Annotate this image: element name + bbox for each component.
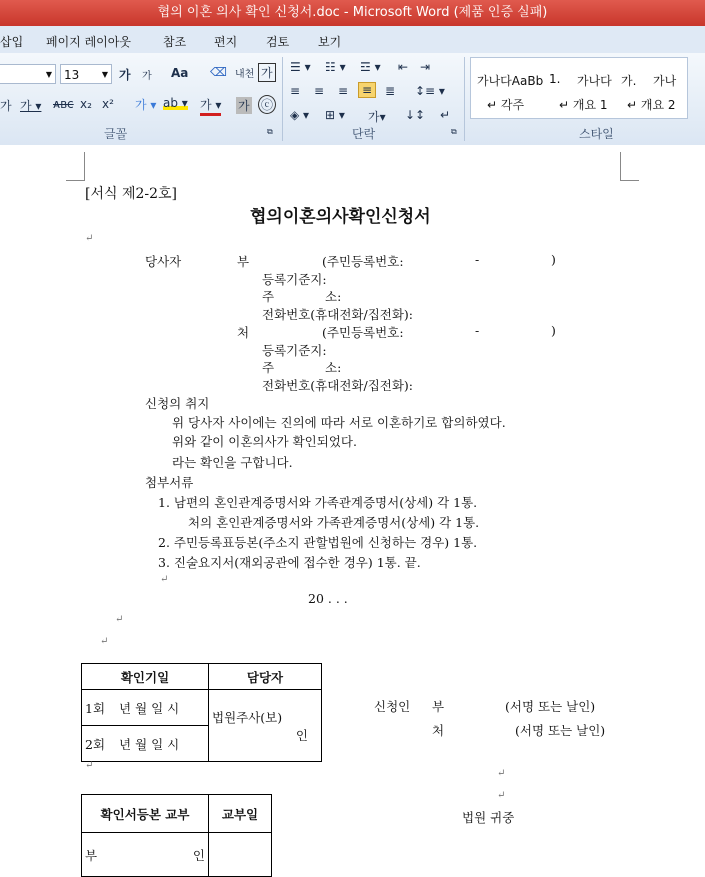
husband-rrn-dash: - (475, 252, 480, 267)
husband-reg-label: 등록기준지: (262, 272, 327, 287)
attachment-3: 3. 진술요지서(재외공관에 접수한 경우) 1통. 끝. (158, 555, 421, 570)
officer-header: 담당자 (209, 664, 322, 690)
tab-page-layout[interactable]: 페이지 레이아웃 (46, 35, 131, 49)
round-2-date: 년 월 일 시 (119, 736, 180, 752)
shading-icon[interactable]: ◈ ▾ (290, 108, 310, 122)
group-separator (282, 57, 283, 141)
style-name-footnote: ↵ 각주 (487, 98, 525, 112)
text-direction-icon[interactable]: 가▾ (368, 110, 386, 124)
wife-signature: (서명 또는 날인) (515, 723, 606, 738)
decrease-indent-icon[interactable]: ⇤ (398, 60, 409, 74)
borders-icon[interactable]: ⊞ ▾ (325, 108, 345, 122)
husband-phone-label: 전화번호(휴대전화/집전화): (262, 307, 414, 322)
distributed-icon[interactable]: ≣ (385, 84, 396, 98)
paragraph-mark: ↵ (85, 233, 94, 244)
wife-reg-label: 등록기준지: (262, 343, 327, 358)
style-name-outline2: ↵ 개요 2 (627, 98, 676, 112)
character-border-button[interactable]: 가 (258, 63, 276, 82)
font-color-icon[interactable]: 가 ▾ (200, 96, 221, 116)
style-preview-normal[interactable]: 가나다 (577, 74, 612, 88)
align-center-icon[interactable]: ≡ (314, 84, 325, 98)
group-separator (464, 57, 465, 141)
wife-phone-label: 전화번호(휴대전화/집전화): (262, 378, 414, 393)
wife-rrn-label: (주민등록번호: (322, 325, 404, 340)
attachments-heading: 첨부서류 (145, 475, 194, 490)
style-preview-extra[interactable]: 가나 (653, 74, 677, 88)
font-name-combo[interactable]: ▼ (0, 64, 56, 84)
styles-gallery (470, 57, 688, 119)
tab-insert[interactable]: 삽입 (0, 35, 24, 49)
character-shading-icon[interactable]: 가 (238, 99, 250, 113)
numbering-icon[interactable]: ☷ ▾ (325, 60, 346, 74)
tab-mailings[interactable]: 편지 (214, 35, 238, 49)
ribbon (0, 53, 705, 146)
ribbon-tabs (0, 26, 705, 53)
copy-recipient-cell (82, 833, 209, 877)
attachment-1b: 처의 혼인관계증명서와 가족관계증명서(상세) 각 1통. (188, 515, 480, 530)
paragraph-mark: ↵ (115, 614, 124, 625)
purpose-line-3: 라는 확인을 구합니다. (172, 455, 293, 470)
applicant-label: 신청인 (374, 699, 411, 714)
paragraph-mark: ↵ (85, 760, 94, 771)
copy-recipient-seal: 인 (192, 847, 205, 863)
text-effects-icon[interactable]: 가 ▾ (135, 98, 157, 112)
party-label: 당사자 (145, 254, 182, 269)
change-case-button[interactable]: Aa (171, 66, 189, 80)
font-dialog-launcher-icon[interactable]: ⧉ (267, 127, 273, 136)
wife-rrn-dash: - (475, 323, 480, 338)
page-corner-mark (66, 152, 85, 181)
copy-date-header: 교부일 (209, 795, 272, 833)
phonetic-guide-button[interactable]: 내천 (235, 69, 255, 80)
window-title: 협의 이혼 의사 확인 신청서.doc - Microsoft Word (제품 인증 실패) (0, 0, 705, 26)
line-spacing-icon[interactable]: ↕≡ ▾ (415, 84, 445, 98)
applicant-wife: 처 (432, 723, 445, 738)
officer-cell (209, 690, 322, 762)
attachment-1: 1. 남편의 혼인관계증명서와 가족관계증명서(상세) 각 1통. (158, 495, 478, 510)
wife-addr-label2: 소: (325, 360, 342, 375)
officer-seal: 인 (295, 727, 308, 743)
font-size-combo[interactable]: 13 ▼ (60, 64, 112, 84)
paragraph-mark: ↵ (497, 790, 506, 801)
justify-icon[interactable]: ≡ (358, 82, 376, 98)
sort-icon[interactable]: ↓↕ (405, 108, 426, 122)
multilevel-list-icon[interactable]: ☲ ▾ (360, 60, 381, 74)
tab-references[interactable]: 참조 (163, 35, 187, 49)
husband-addr-label: 주 (262, 289, 275, 304)
underline-icon[interactable]: 가 ▾ (20, 99, 42, 113)
paragraph-mark: ↵ (100, 636, 109, 647)
form-number: [서식 제2-2호] (85, 186, 178, 202)
court-addressee: 법원 귀중 (462, 810, 515, 825)
increase-indent-icon[interactable]: ⇥ (420, 60, 431, 74)
strikethrough-icon[interactable]: ᴀʙᴄ (53, 97, 74, 111)
confirm-date-header: 확인기일 (82, 664, 209, 690)
align-right-icon[interactable]: ≡ (338, 84, 349, 98)
confirm-row-1 (82, 690, 209, 726)
husband-rrn-close: ) (551, 252, 556, 267)
husband-label: 부 (237, 254, 250, 269)
subscript-icon[interactable]: x₂ (80, 97, 92, 111)
wife-addr-label: 주 (262, 360, 275, 375)
attachment-2: 2. 주민등록표등본(주소지 관할법원에 신청하는 경우) 1통. (158, 535, 478, 550)
round-2-label: 2회 (85, 736, 106, 752)
style-preview-footnote[interactable]: 가나다AaBb (477, 74, 544, 88)
round-1-label: 1회 (85, 700, 106, 716)
paragraph-group-label: 단락 (352, 127, 376, 141)
copy-recipient-husband: 부 (85, 847, 98, 863)
applicant-husband: 부 (432, 699, 445, 714)
paragraph-dialog-launcher-icon[interactable]: ⧉ (451, 127, 457, 136)
husband-signature: (서명 또는 날인) (505, 699, 596, 714)
confirm-row-2 (82, 726, 209, 762)
italic-icon[interactable]: 가 (0, 99, 12, 113)
show-marks-icon[interactable]: ↵ (440, 108, 451, 122)
clear-format-icon[interactable]: ⌫ (210, 65, 227, 79)
bullets-icon[interactable]: ☰ ▾ (290, 60, 311, 74)
paragraph-mark: ↵ (160, 574, 169, 585)
superscript-icon[interactable]: x² (102, 97, 114, 111)
styles-group-label: 스타일 (579, 127, 614, 141)
wife-rrn-close: ) (551, 323, 556, 338)
purpose-line-1: 위 당사자 사이에는 진의에 따라 서로 이혼하기로 합의하였다. (172, 415, 506, 430)
enclose-characters-icon[interactable]: ⓒ (258, 95, 276, 114)
style-preview-outline2[interactable]: 가. (621, 74, 637, 88)
document-title: 협의이혼의사확인신청서 (250, 207, 431, 227)
round-1-date: 년 월 일 시 (119, 700, 180, 716)
tab-view[interactable]: 보기 (318, 35, 342, 49)
paragraph-mark: ↵ (497, 768, 506, 779)
husband-addr-label2: 소: (325, 289, 342, 304)
align-left-icon[interactable]: ≡ (290, 84, 301, 98)
style-preview-outline1[interactable]: 1. (549, 72, 561, 86)
page-corner-mark (620, 152, 639, 181)
husband-rrn-label: (주민등록번호: (322, 254, 404, 269)
style-name-outline1: ↵ 개요 1 (559, 98, 608, 112)
confirmation-table (81, 663, 322, 762)
tab-review[interactable]: 검토 (266, 35, 290, 49)
copy-issue-table (81, 794, 272, 877)
date-line: 20 . . . (308, 591, 348, 606)
copy-issue-header: 확인서등본 교부 (82, 795, 209, 833)
purpose-line-2: 위와 같이 이혼의사가 확인되었다. (172, 434, 357, 449)
shrink-font-button[interactable]: 가 (142, 71, 152, 82)
wife-label: 처 (237, 325, 250, 340)
highlight-color-icon[interactable]: ab ▾ (163, 96, 188, 110)
officer-title: 법원주사(보) (212, 709, 283, 725)
grow-font-button[interactable]: 가 (119, 68, 131, 82)
copy-date-cell (209, 833, 272, 877)
font-group-label: 글꼴 (104, 127, 128, 141)
purpose-heading: 신청의 취지 (145, 396, 210, 411)
